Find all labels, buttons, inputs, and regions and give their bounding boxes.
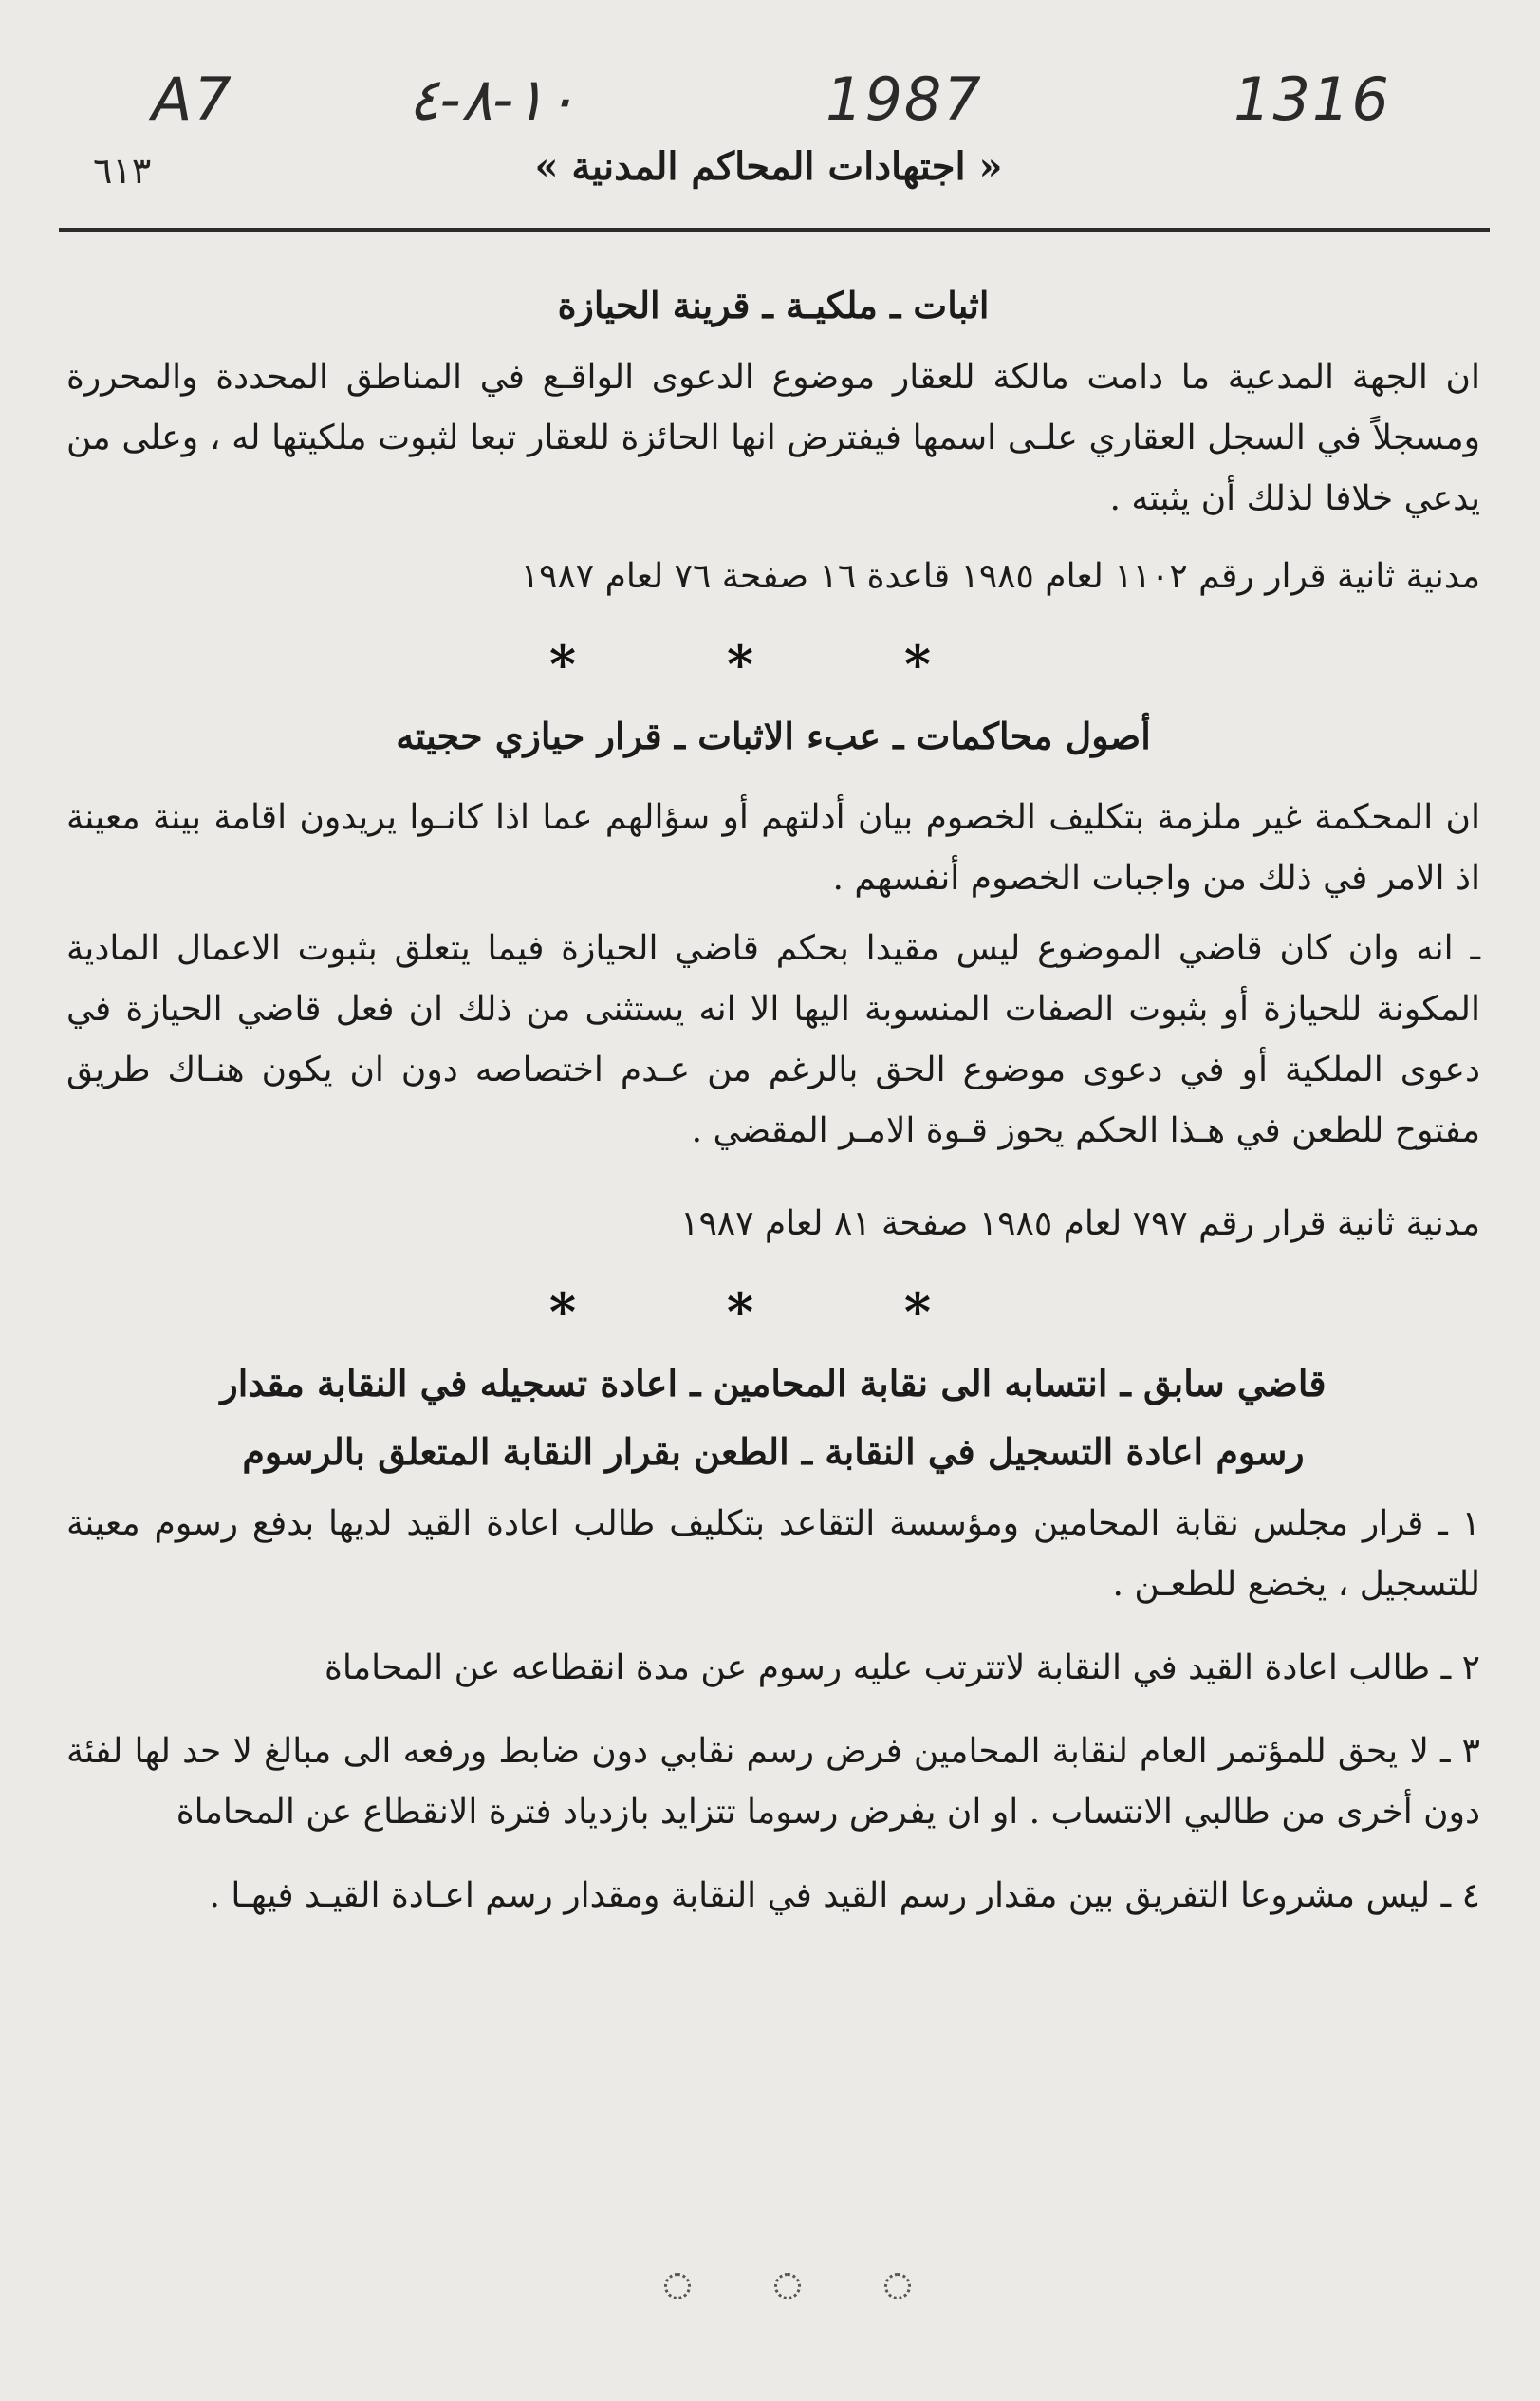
page-number: ٦١٣	[93, 150, 152, 192]
section-heading: أصول محاكمات ـ عبء الاثبات ـ قرار حيازي حجيته	[396, 715, 1151, 757]
section-paragraph: ان الجهة المدعية ما دامت مالكة للعقار موضوع الدعوى الواقـع في المناطق المحددة والمحررة ومسجلاً في السجل العقاري علـى اسمها فيفترض انها الحائزة للعقار تبعا لثبوت ملكيتها له ، وعلى من يدعي خلافا لذلك أن يثبته .	[66, 358, 1480, 518]
ornament-icon	[664, 2273, 691, 2299]
list-item: ٣ ـ لا يحق للمؤتمر العام لنقابة المحامين فرض رسم نقابي دون ضابط ورفعه الى مبالغ لا حد لها لفئة دون أخرى من طالبي الانتساب . او ان يفرض رسوما تتزايد بازدياد فترة الانقطاع عن المحاماة	[66, 1732, 1481, 1832]
list-item: ٤ ـ ليس مشروعا التفريق بين مقدار رسم القيد في النقابة ومقدار رسم اعـادة القيـد فيهـا .	[209, 1876, 1480, 1915]
section-former-judge	[66, 1353, 1480, 1926]
section-citation: مدنية ثانية قرار رقم ١١٠٢ لعام ١٩٨٥ قاعدة ١٦ صفحة ٧٦ لعام ١٩٨٧	[520, 557, 1480, 596]
ornament-icon	[774, 2273, 801, 2299]
section-heading-line: قاضي سابق ـ انتسابه الى نقابة المحامين ـ اعادة تسجيله في النقابة مقدار	[220, 1362, 1327, 1405]
list-item: ١ ـ قرار مجلس نقابة المحامين ومؤسسة التقاعد بتكليف طالب اعادة القيد لديها بدفع رسوم معينة للتسجيل ، يخضع للطعـن .	[66, 1504, 1480, 1604]
list-item: ٢ ـ طالب اعادة القيد في النقابة لاتترتب عليه رسوم عن مدة انقطاعه عن المحاماة	[325, 1648, 1480, 1687]
section-heading-line: رسوم اعادة التسجيل في النقابة ـ الطعن بقرار النقابة المتعلق بالرسوم	[242, 1430, 1305, 1473]
section-paragraph: ان المحكمة غير ملزمة بتكليف الخصوم بيان أدلتهم أو سؤالهم عما اذا كانـوا يريدون اقامة بينة معينة اذ الامر في ذلك من واجبات الخصوم أنفسهم .	[66, 798, 1480, 898]
section-proof-ownership	[66, 275, 1480, 607]
section-citation: مدنية ثانية قرار رقم ٧٩٧ لعام ١٩٨٥ صفحة ٨١ لعام ١٩٨٧	[680, 1204, 1480, 1243]
section-procedure-burden	[66, 706, 1480, 1255]
section-paragraph: ـ انه وان كان قاضي الموضوع ليس مقيدا بحكم قاضي الحيازة فيما يتعلق بثبوت الاعمال المادية المكونة للحيازة أو بثبوت الصفات المنسوبة اليها الا انه يستثنى من ذلك ان فعل قاضي الحيازة في دعوى الملكية أو في دعوى موضوع الحق بالرغم من عـدم اختصاصه دون ان يكون هنـاك طريق مفتوح للطعن في هـذا الحكم يحوز قـوة الامـر المقضي .	[66, 929, 1480, 1150]
handwritten-number: 1316	[1234, 65, 1391, 134]
section-heading: اثبات ـ ملكيـة ـ قرينة الحيازة	[557, 284, 990, 326]
footer-ornaments	[664, 2273, 911, 2299]
running-title: « اجتهادات المحاكم المدنية »	[534, 144, 1003, 189]
handwritten-date: ١٠-٨-٤	[408, 65, 577, 134]
handwritten-reference: A7	[152, 65, 233, 134]
main-content	[66, 275, 1480, 1949]
ornament-icon	[884, 2273, 911, 2299]
header-rule	[59, 228, 1490, 232]
separator-stars: * * *	[548, 634, 998, 695]
handwritten-year: 1987	[826, 65, 983, 134]
separator-stars: * * *	[548, 1281, 998, 1342]
